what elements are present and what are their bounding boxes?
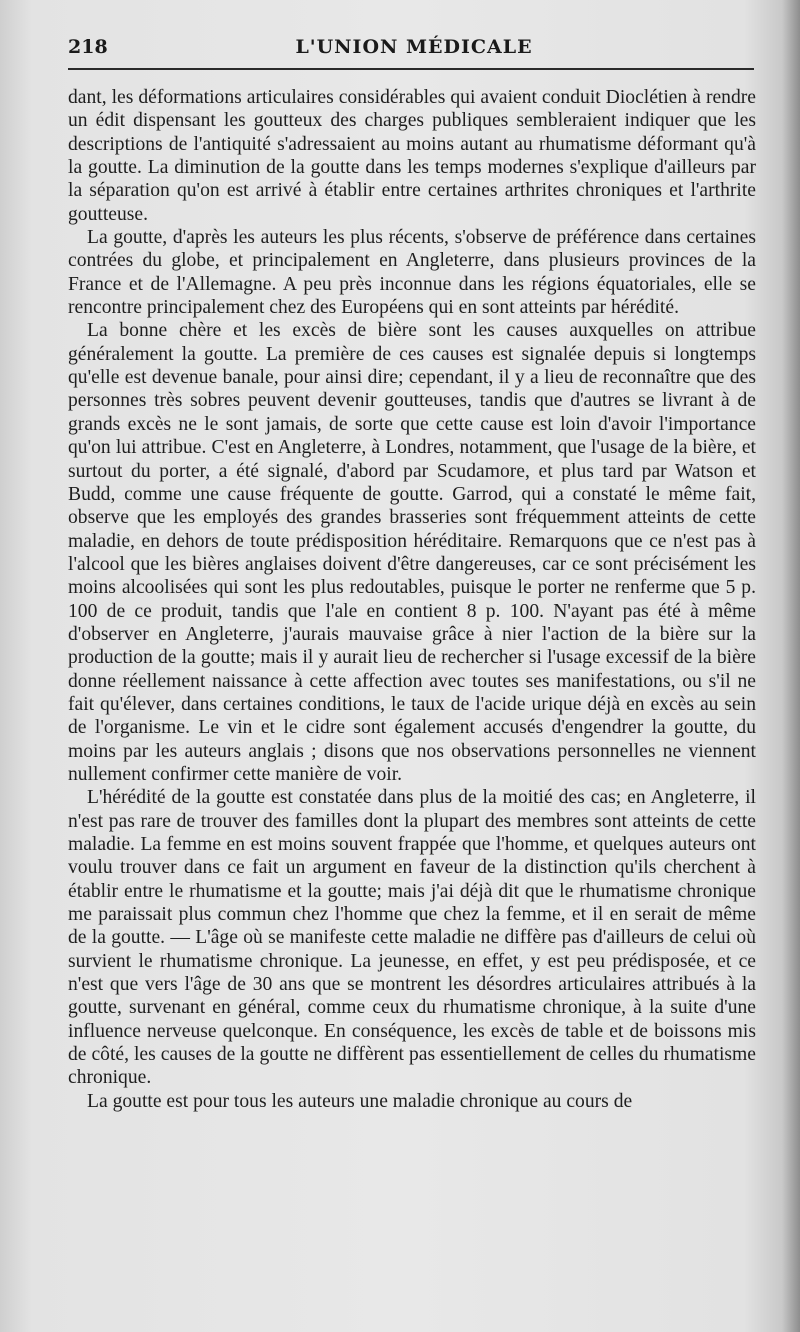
body-text (68, 86, 756, 1113)
paragraph-1: dant, les déformations articulaires considérables qui avaient conduit Dioclétien à rendre un édit dispensant les goutteux des charges publiques sembleraient indiquer que les descriptions de l'antiquité s'adressaient au moins autant au rhumatisme déformant qu'à la goutte. La diminution de la goutte dans les temps modernes s'explique d'ailleurs par la séparation qu'on est arrivé à établir entre certaines arthrites chroniques et l'arthrite goutteuse. (68, 87, 756, 225)
paragraph-2: La goutte, d'après les auteurs les plus récents, s'observe de préférence dans certaines contrées du globe, et principalement en Angleterre, dans plusieurs provinces de la France et de l'Allemagne. A peu près inconnue dans les régions équatoriales, elle se rencontre principalement chez des Européens qui en sont atteints par hérédité. (68, 227, 756, 319)
paragraph-5: La goutte est pour tous les auteurs une maladie chronique au cours de (87, 1090, 633, 1112)
page-header (68, 36, 760, 64)
paragraph-4: L'hérédité de la goutte est constatée dans plus de la moitié des cas; en Angleterre, il n'est pas rare de trouver des familles dont la plupart des membres sont atteints de cette maladie. La femme en est moins souvent frappée que l'homme, et quelques auteurs ont voulu trouver dans ce fait un argument en faveur de la distinction qu'ils cherchent à établir entre le rhumatisme et la goutte; mais j'ai déjà dit que le rhumatisme chronique me paraissait plus commun chez l'homme que chez la femme, et il en serait de même de la goutte. — L'âge où se manifeste cette maladie ne diffère pas d'ailleurs de celui où survient le rhumatisme chronique. La jeunesse, en effet, y est peu prédisposée, et ce n'est que vers l'âge de 30 ans que se montrent les désordres articulaires attribués à la goutte, survenant en général, comme ceux du rhumatisme chronique, à la suite d'une influence nerveuse quelconque. En conséquence, les excès de table et de boissons mis de côté, les causes de la goutte ne diffèrent pas essentiellement de celles du rhumatisme chronique. (68, 787, 756, 1089)
header-rule (68, 68, 754, 70)
running-title: L'UNION MÉDICALE (295, 36, 533, 58)
paragraph-3: La bonne chère et les excès de bière sont les causes auxquelles on attribue généralement la goutte. La première de ces causes est signalée depuis si longtemps qu'elle est devenue banale, pour ainsi dire; cependant, il y a lieu de reconnaître que des personnes très sobres peuvent devenir goutteuses, tandis que d'autres se livrant à de grands excès ne le sont jamais, de sorte que cette cause est loin d'avoir l'importance qu'on lui attribue. C'est en Angleterre, à Londres, notamment, que l'usage de la bière, et surtout du porter, a été signalé, d'abord par Scudamore, et plus tard par Watson et Budd, comme une cause fréquente de goutte. Garrod, qui a constaté le même fait, observe que les employés des grandes brasseries sont fréquemment atteints de cette maladie, en dehors de toute prédisposition héréditaire. Remarquons que ce n'est pas à l'alcool que les bières anglaises doivent d'être dangereuses, car ce sont précisément les moins alcoolisées qui sont les plus redoutables, puisque le porter ne renferme que 5 p. 100 de ce produit, tandis que l'ale en contient 8 p. 100. N'ayant pas été à même d'observer en Angleterre, j'aurais mauvaise grâce à nier l'action de la bière sur la production de la goutte; mais il y aurait lieu de rechercher si l'usage excessif de la bière donne réellement naissance à cette affection avec toutes ses manifestations, ou s'il ne fait qu'élever, dans certaines conditions, le taux de l'acide urique déjà en excès au sein de l'organisme. Le vin et le cidre sont également accusés d'engendrer la goutte, du moins par les auteurs anglais ; disons que nos observations personnelles ne viennent nullement confirmer cette manière de voir. (68, 320, 756, 785)
page-number: 218 (68, 36, 108, 58)
page-spine-shadow (782, 0, 800, 1332)
